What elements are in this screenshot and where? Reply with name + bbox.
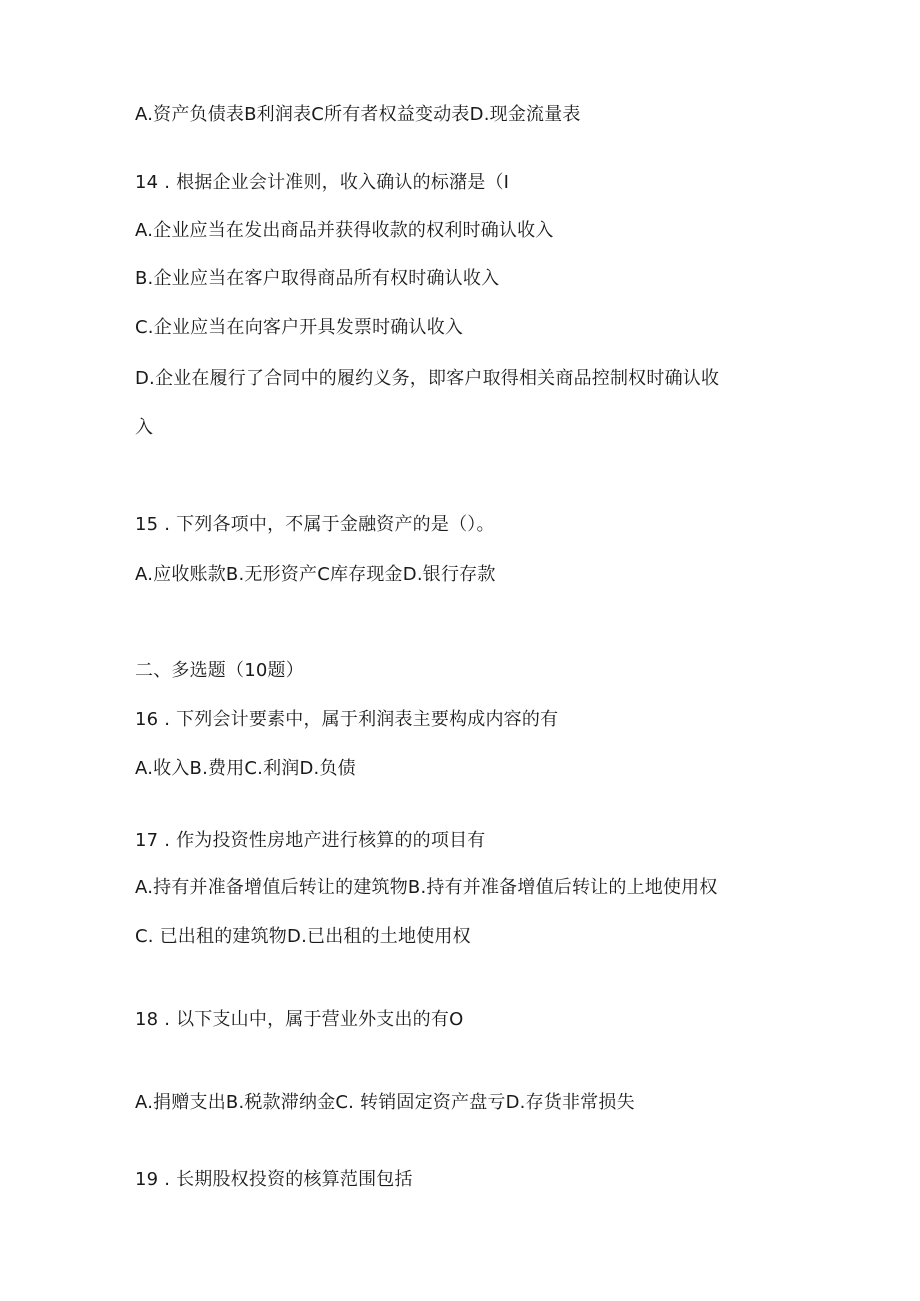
section-heading-multiple-choice: 二、多选题（10题） bbox=[135, 660, 304, 681]
q17-question: 17 . 作为投资性房地产进行核算的的项目有 bbox=[135, 830, 486, 851]
q18-options: A.捐赠支出B.税款滞纳金C. 转销固定资产盘亏D.存货非常损失 bbox=[135, 1092, 635, 1113]
q16-question: 16 . 下列会计要素中，属于利润表主要构成内容的有 bbox=[135, 709, 559, 730]
q14-question: 14 . 根据企业会计准则，收入确认的标潴是（I bbox=[135, 172, 510, 193]
q17-options-ab: A.持有并准备增值后转让的建筑物B.持有并准备增值后转让的上地使用权 bbox=[135, 877, 718, 898]
q14-option-d: D.企业在履行了合同中的履约义务，即客户取得相关商品控制权时确认收 bbox=[135, 368, 720, 389]
q14-option-a: A.企业应当在发出商品并获得收款的权利时确认收入 bbox=[135, 220, 554, 241]
q16-options: A.收入B.费用C.利润D.负债 bbox=[135, 758, 356, 779]
q19-question: 19 . 长期股权投资的核算范围包括 bbox=[135, 1169, 413, 1190]
q14-option-d-continued: 入 bbox=[135, 417, 154, 438]
q13-options: A.资产负债表B利润表C所有者权益变动表D.现金流量表 bbox=[135, 104, 581, 125]
q17-options-cd: C. 已出租的建筑物D.已出租的土地使用权 bbox=[135, 926, 471, 947]
q14-option-b: B.企业应当在客户取得商品所有权时确认收入 bbox=[135, 268, 500, 289]
q15-question: 15 . 下列各项中，不属于金融资产的是（）。 bbox=[135, 514, 495, 535]
q18-question: 18 . 以下支山中，属于营业外支出的有O bbox=[135, 1009, 464, 1030]
q14-option-c: C.企业应当在向客户开具发票时确认收入 bbox=[135, 317, 464, 338]
q15-options: A.应收账款B.无形资产C库存现金D.银行存款 bbox=[135, 564, 496, 585]
